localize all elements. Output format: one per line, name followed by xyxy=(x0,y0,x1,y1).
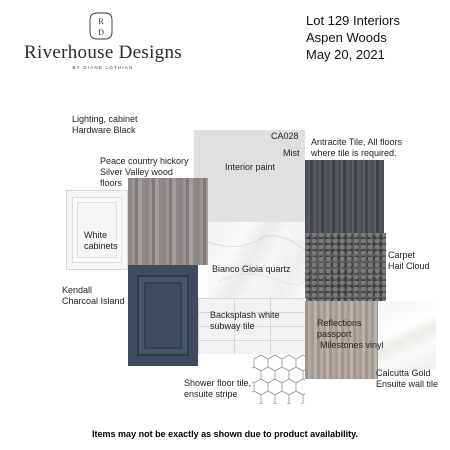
project-location: Aspen Woods xyxy=(306,30,387,45)
shower-label-1: Shower floor tile, xyxy=(184,378,252,388)
availability-disclaimer: Items may not be exactly as shown due to product availability. xyxy=(92,429,358,439)
carpet-swatch xyxy=(305,233,386,301)
white-cabinet-label-2: cabinets xyxy=(84,241,118,251)
kendall-label-2: Charcoal Island xyxy=(62,296,125,306)
project-date: May 20, 2021 xyxy=(306,47,385,62)
paint-code: CA028 xyxy=(271,131,299,141)
lighting-label-1: Lighting, cabinet xyxy=(72,114,138,124)
hex-tile-swatch xyxy=(252,354,305,404)
kendall-label-1: Kendall xyxy=(62,285,93,295)
antracite-label-1: Antracite Tile, All floors xyxy=(311,137,403,147)
svg-text:R: R xyxy=(98,17,104,26)
carpet-label-1: Carpet xyxy=(388,250,416,260)
carpet-label-2: Hail Cloud xyxy=(388,261,430,271)
calcutta-label-1: Calcutta Gold xyxy=(376,368,431,378)
paint-name: Mist xyxy=(283,148,300,158)
quartz-swatch xyxy=(208,222,305,298)
lighting-label-2: Hardware Black xyxy=(72,125,136,135)
brand-name: Riverhouse Designs xyxy=(24,42,182,63)
subway-label-2: subway tile xyxy=(210,321,255,331)
calcutta-tile-swatch xyxy=(378,301,436,370)
reflections-label-3: Milestones vinyl xyxy=(320,340,384,350)
charcoal-cabinet-swatch xyxy=(128,265,198,366)
reflections-label-1: Reflections xyxy=(317,318,362,328)
interior-paint-swatch xyxy=(194,130,305,222)
hickory-floor-swatch xyxy=(128,178,208,265)
hickory-label-3: floors xyxy=(100,178,123,188)
antracite-label-2: where tile is required. xyxy=(311,148,397,158)
shower-label-2: ensuite stripe xyxy=(184,389,238,399)
quartz-label: Bianco Gioia quartz xyxy=(212,264,291,274)
brand-byline: BY DIANE LOTHIAN xyxy=(72,65,134,70)
antracite-tile-swatch xyxy=(305,160,384,233)
project-title: Lot 129 Interiors xyxy=(306,13,400,28)
subway-label-1: Backsplash white xyxy=(210,310,280,320)
calcutta-label-2: Ensuite wall tile xyxy=(376,379,439,389)
hickory-label-2: Silver Valley wood xyxy=(100,167,173,177)
paint-label: Interior paint xyxy=(225,162,276,172)
hickory-label-1: Peace country hickory xyxy=(100,156,189,166)
white-cabinet-label-1: White xyxy=(84,230,108,240)
svg-text:D: D xyxy=(98,28,104,37)
reflections-label-2: passport xyxy=(317,329,352,339)
logo-monogram xyxy=(88,11,114,41)
